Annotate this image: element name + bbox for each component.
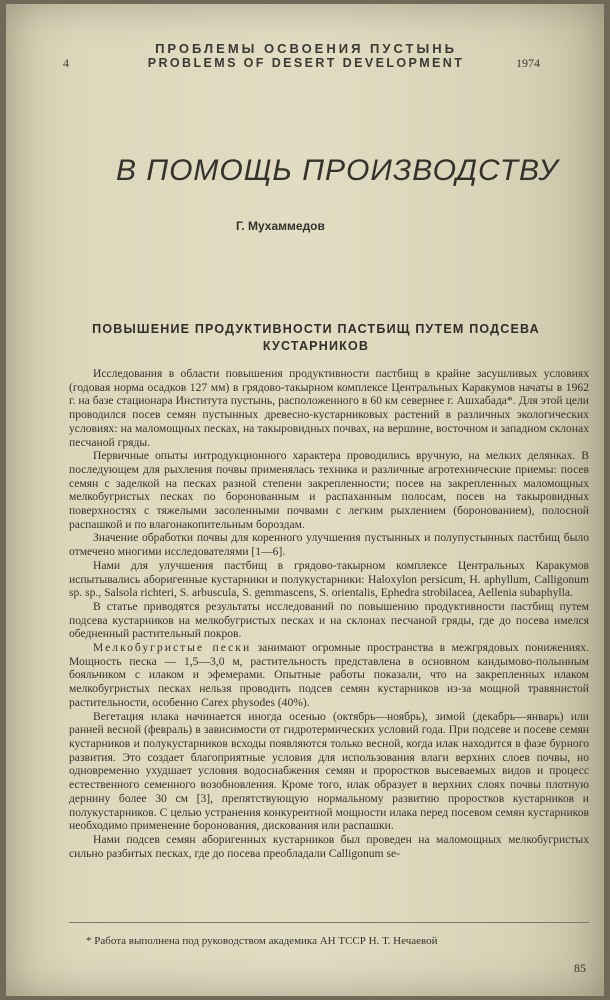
footnote-divider xyxy=(69,922,589,923)
journal-year: 1974 xyxy=(516,56,540,70)
paragraph-2: Первичные опыты интродукционного характера проводились вручную, на мелких делянках. В последующем для рыхления почвы применялась техника и различные агротехнические приемы: посев семян с заделкой на песках разной степени закрепленности; посев на закрепленных маломощных мелкобугристых песках по боронованным и распаханным полосам, посев на такыровидных поверхностях с тяжелыми засоленными почвами с легким рыхлением (боронованием), полосной распашкой и по влагонакопительным бороздам. xyxy=(69,449,589,531)
paragraph-7: Вегетация илака начинается иногда осенью (октябрь—ноябрь), зимой (декабрь—январь) или ранней весной (февраль) в зависимости от гидротермических условий года. При подсеве и посеве семян кустарников и полукустарников всходы появляются только весной, когда илак находится в фазе бурного развития. Это создает благоприятные условия для использования влаги верхних слоев почвы, но одновременно ухудшает условия водоснабжения семян и проростков высеваемых видов и процесс естественного семенного возобновления. Кроме того, илак образует в верхних слоях почвы плотную дернину более 30 см [3], препятствующую нормальному развитию проростков кустарников и полукустарников. С целью устранения конкурентной мощности илака перед посевом семян кустарников необходимо применение боронования, дискования или распашки. xyxy=(69,709,589,833)
paragraph-3: Значение обработки почвы для коренного улучшения пустынных и полупустынных пастбищ было отмечено многими исследователями [1—6]. xyxy=(69,531,589,559)
article-title-line-2: КУСТАРНИКОВ xyxy=(262,339,370,353)
issue-number: 4 xyxy=(63,56,69,70)
section-title: В ПОМОЩЬ ПРОИЗВОДСТВУ xyxy=(116,154,559,187)
article-title xyxy=(66,321,566,355)
footnote: * Работа выполнена под руководством академика АН ТССР Н. Т. Нечаевой xyxy=(86,935,438,947)
author-name: Г. Мухаммедов xyxy=(236,219,325,233)
article-body xyxy=(69,367,589,860)
page-number: 85 xyxy=(574,961,586,975)
journal-title-en: PROBLEMS OF DESERT DEVELOPMENT xyxy=(147,56,465,70)
paragraph-1: Исследования в области повышения продуктивности пастбищ в крайне засушливых условиях (годовая норма осадков 127 мм) в грядово-такырном комплексе Центральных Каракумов начаты в 1962 г. на базе стационара Института пустынь, расположенного в 60 км севернее г. Ашхабада*. Для этой цели проводился посев семян пустынных древесно-кустарниковых растений в различных экологических условиях: на маломощных песках, на такыровидных почвах, на вершине, восточном и западном склонах песчаной гряды. xyxy=(69,367,589,449)
paragraph-6-text: занимают огромные пространства в межгрядовых понижениях. Мощность песка — 1,5—3,0 м, растительность представлена в основном кандымово-полынным бояльчиком с илаком и эфемерами. Опытные работы показали, что на закрепленных илаком мелкобугристых песках нельзя проводить подсев семян кустарников из-за мощной травянистой растительности, особенно Carex physodes (40%). xyxy=(69,641,590,709)
journal-title-ru: ПРОБЛЕМЫ ОСВОЕНИЯ ПУСТЫНЬ xyxy=(155,41,457,56)
paragraph-8: Нами подсев семян аборигенных кустарников был проведен на маломощных мелкобугристых сильно разбитых песках, где до посева преобладали Calligonum se- xyxy=(69,832,589,860)
paragraph-5: В статье приводятся результаты исследований по повышению продуктивности пастбищ путем подсева кустарников на мелкобугристых песках и на склонах песчаной гряды, где до посева имелся обедненный растительный покров. xyxy=(69,599,589,641)
paragraph-6-lead: Мелкобугристые пески xyxy=(93,641,252,655)
journal-page xyxy=(6,4,604,996)
article-title-line-1: ПОВЫШЕНИЕ ПРОДУКТИВНОСТИ ПАСТБИЩ ПУТЕМ ПОДСЕВА xyxy=(92,322,540,336)
paragraph-4: Нами для улучшения пастбищ в грядово-такырном комплексе Центральных Каракумов испытывались аборигенные кустарники и полукустарники: Haloxylon persicum, H. aphyllum, Calligonum sp. sp., Salsola richteri, S. arbuscula, S. gemmascens, S. orientalis, Ephedra strobilacea, Aellenia subaphylla. xyxy=(69,558,589,600)
paragraph-6 xyxy=(69,641,589,710)
